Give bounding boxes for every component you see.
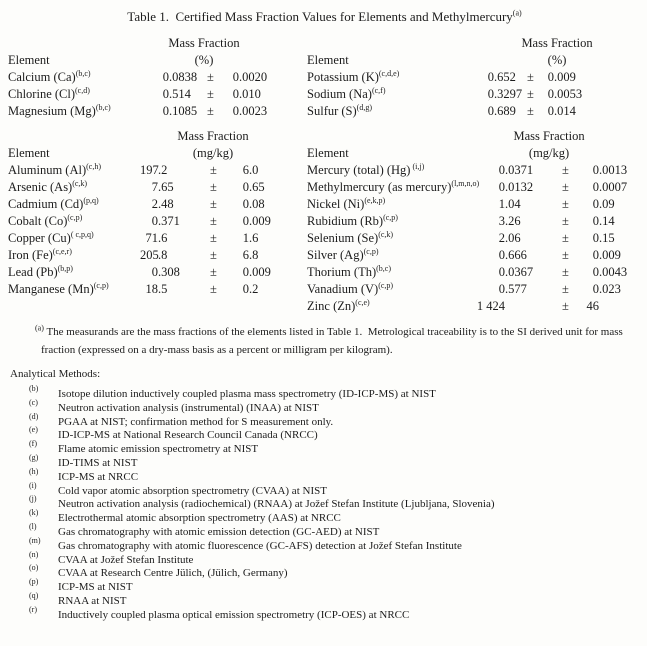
plus-minus-sign: ± bbox=[210, 248, 217, 262]
method-refs: (b,c) bbox=[75, 68, 91, 78]
element-name: Vanadium (V) bbox=[307, 282, 379, 296]
uncertainty-value: 0.009 bbox=[547, 70, 576, 84]
element-name: Lead (Pb) bbox=[8, 265, 58, 279]
method-refs: (c,e,r) bbox=[52, 246, 72, 256]
uncertainty-value: 0.2 bbox=[242, 282, 259, 296]
method-refs: (c,d) bbox=[75, 85, 90, 95]
element-name: Potassium (K) bbox=[307, 70, 379, 84]
method-text: ID-ICP-MS at National Research Council Canada (NRCC) bbox=[58, 429, 318, 442]
uncertainty-value: 0.009 bbox=[242, 265, 271, 279]
table-row bbox=[8, 230, 292, 247]
mass-fraction-value: 197.2 bbox=[140, 163, 168, 177]
method-text: PGAA at NIST; confirmation method for S measurement only. bbox=[58, 415, 334, 428]
mass-fraction-value: 0.0367 bbox=[498, 265, 534, 279]
method-item: (n) CVAA at Jožef Stefan Institute bbox=[29, 549, 194, 566]
table-row bbox=[8, 213, 292, 230]
mass-fraction-value: 0.0132 bbox=[498, 180, 534, 194]
method-refs: (b,p) bbox=[57, 263, 73, 273]
method-text: Electrothermal atomic absorption spectrometry (AAS) at NRCC bbox=[58, 512, 341, 525]
method-text: Cold vapor atomic absorption spectrometry (CVAA) at NIST bbox=[58, 484, 327, 497]
table-row bbox=[8, 103, 292, 120]
table-row bbox=[307, 264, 635, 281]
plus-minus-sign: ± bbox=[562, 163, 569, 177]
mass-fraction-value: 0.308 bbox=[151, 265, 180, 279]
method-item: (k) Electrothermal atomic absorption spectrometry (AAS) at NRCC bbox=[29, 508, 341, 525]
element-header: Element bbox=[8, 146, 50, 160]
plus-minus-sign: ± bbox=[210, 180, 217, 194]
footnote-a-marker: (a) bbox=[35, 323, 44, 333]
method-refs: (c,e) bbox=[355, 297, 370, 307]
uncertainty-value: 0.65 bbox=[242, 180, 265, 194]
uncertainty-value: 0.08 bbox=[242, 197, 265, 211]
percent-table-left bbox=[8, 35, 292, 120]
element-name: Copper (Cu) bbox=[8, 231, 71, 245]
uncertainty-value: 0.0013 bbox=[592, 163, 628, 177]
uncertainty-value: 0.010 bbox=[232, 87, 261, 101]
table-row bbox=[307, 69, 635, 86]
mass-fraction-value: 205.8 bbox=[140, 248, 168, 262]
table-row bbox=[8, 179, 292, 196]
mass-fraction-value: 0.652 bbox=[487, 70, 516, 84]
method-text: Isotope dilution inductively coupled plasma mass spectrometry (ID-ICP-MS) at NIST bbox=[58, 388, 436, 400]
mass-fraction-value: 18.5 bbox=[145, 282, 168, 296]
table-row bbox=[307, 179, 635, 196]
table-row bbox=[307, 162, 635, 179]
method-text: Neutron activation analysis (instrumental) (INAA) at NIST bbox=[58, 401, 319, 414]
method-refs: (c,p) bbox=[67, 212, 83, 222]
mass-fraction-value: 0.0838 bbox=[162, 70, 198, 84]
element-name: Aluminum (Al) bbox=[8, 163, 87, 177]
plus-minus-sign: ± bbox=[527, 70, 534, 84]
unit-header-mgkg: (mg/kg) bbox=[528, 146, 570, 160]
table-row bbox=[307, 196, 635, 213]
mass-fraction-value: 0.1085 bbox=[162, 104, 198, 118]
method-refs: (e,k,p) bbox=[364, 195, 386, 205]
plus-minus-sign: ± bbox=[562, 197, 569, 211]
table-row bbox=[307, 247, 635, 264]
method-text: Flame atomic emission spectrometry at NIST bbox=[58, 443, 259, 456]
percent-section bbox=[8, 35, 641, 120]
element-name: Methylmercury (as mercury) bbox=[307, 180, 452, 194]
method-text: Gas chromatography with atomic fluorescence (GC-AFS) detection at Jožef Stefan Institute bbox=[58, 539, 462, 552]
element-name: Thorium (Th) bbox=[307, 265, 377, 279]
plus-minus-sign: ± bbox=[562, 282, 569, 296]
element-name: Mercury (total) (Hg) bbox=[307, 163, 411, 177]
table-row bbox=[8, 86, 292, 103]
plus-minus-sign: ± bbox=[562, 180, 569, 194]
uncertainty-value: 0.09 bbox=[592, 197, 615, 211]
table-title bbox=[8, 9, 641, 25]
element-header: Element bbox=[307, 146, 349, 160]
method-text: RNAA at NIST bbox=[58, 594, 127, 607]
method-refs: (c,k) bbox=[378, 229, 394, 239]
footnote-a bbox=[8, 324, 641, 359]
table-row bbox=[307, 213, 635, 230]
element-name: Selenium (Se) bbox=[307, 231, 379, 245]
method-text: CVAA at Research Centre Jülich, (Jülich, Germany) bbox=[58, 567, 288, 580]
mass-fraction-value: 0.577 bbox=[498, 282, 527, 296]
method-refs: (c,p) bbox=[383, 212, 398, 222]
plus-minus-sign: ± bbox=[562, 265, 569, 279]
mass-fraction-value: 0.371 bbox=[151, 214, 180, 228]
plus-minus-sign: ± bbox=[207, 104, 214, 118]
method-item: (b) Isotope dilution inductively coupled plasma mass spectrometry (ID-ICP-MS) at NIST bbox=[29, 384, 436, 400]
method-refs: (i,j) bbox=[410, 161, 425, 171]
method-text: Gas chromatography with atomic emission detection (GC-AED) at NIST bbox=[58, 525, 380, 538]
mgkg-table-right bbox=[307, 128, 635, 315]
unit-header-percent: (%) bbox=[194, 53, 214, 67]
element-name: Manganese (Mn) bbox=[8, 282, 94, 296]
uncertainty-value: 0.0053 bbox=[547, 87, 583, 101]
element-name: Cobalt (Co) bbox=[8, 214, 68, 228]
table-row bbox=[8, 247, 292, 264]
element-name: Zinc (Zn) bbox=[307, 299, 356, 313]
table-row bbox=[8, 196, 292, 213]
plus-minus-sign: ± bbox=[562, 214, 569, 228]
uncertainty-value: 6.8 bbox=[242, 248, 259, 262]
element-name: Rubidium (Rb) bbox=[307, 214, 384, 228]
method-text: Inductively coupled plasma optical emission spectrometry (ICP-OES) at NRCC bbox=[58, 608, 410, 621]
method-item: (i) Cold vapor atomic absorption spectrometry (CVAA) at NIST bbox=[29, 480, 327, 497]
method-refs: (c,f) bbox=[371, 85, 386, 95]
mass-fraction-value: 7.65 bbox=[151, 180, 174, 194]
uncertainty-value: 46 bbox=[586, 299, 600, 313]
table-title-footnote-ref: (a) bbox=[512, 8, 522, 18]
uncertainty-value: 0.15 bbox=[592, 231, 615, 245]
plus-minus-sign: ± bbox=[210, 163, 217, 177]
method-item: (o) CVAA at Research Centre Jülich, (Jülich, Germany) bbox=[29, 563, 288, 580]
element-header: Element bbox=[307, 53, 349, 67]
uncertainty-value: 0.0020 bbox=[232, 70, 268, 84]
table-row bbox=[8, 281, 292, 298]
method-text: Neutron activation analysis (radiochemical) (RNAA) at Jožef Stefan Institute (Ljubljana, Slovenia) bbox=[58, 498, 495, 511]
mgkg-table-left bbox=[8, 128, 292, 298]
table-row bbox=[8, 69, 292, 86]
method-item: (m) Gas chromatography with atomic fluorescence (GC-AFS) detection at Jožef Stefan Institute bbox=[29, 535, 462, 552]
mass-fraction-value: 1.04 bbox=[498, 197, 521, 211]
mass-fraction-value: 2.48 bbox=[151, 197, 174, 211]
uncertainty-value: 0.14 bbox=[592, 214, 615, 228]
plus-minus-sign: ± bbox=[562, 231, 569, 245]
method-text: ICP-MS at NRCC bbox=[58, 470, 139, 483]
plus-minus-sign: ± bbox=[562, 248, 569, 262]
plus-minus-sign: ± bbox=[210, 265, 217, 279]
uncertainty-value: 6.0 bbox=[242, 163, 259, 177]
element-name: Sodium (Na) bbox=[307, 87, 372, 101]
element-name: Iron (Fe) bbox=[8, 248, 53, 262]
element-name: Calcium (Ca) bbox=[8, 70, 76, 84]
method-text: ID-TIMS at NIST bbox=[58, 456, 138, 469]
plus-minus-sign: ± bbox=[210, 231, 217, 245]
table-row bbox=[8, 264, 292, 281]
unit-header-mgkg: (mg/kg) bbox=[192, 146, 234, 160]
plus-minus-sign: ± bbox=[207, 70, 214, 84]
methods-heading: Analytical Methods: bbox=[10, 368, 101, 380]
method-item: (f) Flame atomic emission spectrometry at NIST bbox=[29, 439, 259, 456]
mass-fraction-header: Mass Fraction bbox=[177, 129, 249, 143]
method-item: (h) ICP-MS at NRCC bbox=[29, 466, 139, 483]
method-refs: (c,k) bbox=[72, 178, 88, 188]
mass-fraction-value: 0.666 bbox=[498, 248, 527, 262]
mass-fraction-header: Mass Fraction bbox=[168, 36, 240, 50]
table-row bbox=[8, 162, 292, 179]
table-row bbox=[307, 86, 635, 103]
plus-minus-sign: ± bbox=[562, 299, 569, 313]
table-title-text: Table 1. Certified Mass Fraction Values for Elements and Methylmercury bbox=[127, 9, 513, 24]
element-name: Cadmium (Cd) bbox=[8, 197, 84, 211]
percent-table-right bbox=[307, 35, 635, 120]
table-row bbox=[307, 230, 635, 247]
uncertainty-value: 0.0023 bbox=[232, 104, 268, 118]
method-item: (g) ID-TIMS at NIST bbox=[29, 452, 138, 469]
uncertainty-value: 0.014 bbox=[547, 104, 576, 118]
table-row bbox=[307, 103, 635, 120]
method-refs: (c,p) bbox=[378, 280, 394, 290]
element-name: Chlorine (Cl) bbox=[8, 87, 76, 101]
mass-fraction-value: 0.514 bbox=[162, 87, 191, 101]
method-item: (r) Inductively coupled plasma optical emission spectrometry (ICP-OES) at NRCC bbox=[29, 604, 410, 621]
uncertainty-value: 0.009 bbox=[592, 248, 621, 262]
method-item: (c) Neutron activation analysis (instrumental) (INAA) at NIST bbox=[29, 397, 319, 414]
mgkg-section bbox=[8, 128, 641, 315]
element-name: Arsenic (As) bbox=[8, 180, 73, 194]
plus-minus-sign: ± bbox=[527, 104, 534, 118]
plus-minus-sign: ± bbox=[210, 282, 217, 296]
plus-minus-sign: ± bbox=[527, 87, 534, 101]
method-refs: (l,m,n,o) bbox=[451, 178, 480, 188]
method-item: (d) PGAA at NIST; confirmation method for S measurement only. bbox=[29, 411, 334, 428]
unit-header-percent: (%) bbox=[547, 53, 567, 67]
uncertainty-value: 0.023 bbox=[592, 282, 621, 296]
element-header: Element bbox=[8, 53, 50, 67]
mass-fraction-value: 0.0371 bbox=[498, 163, 534, 177]
method-refs: ( c,p,q) bbox=[70, 229, 94, 239]
method-refs: (c,d,e) bbox=[378, 68, 400, 78]
mass-fraction-value: 1 424 bbox=[476, 299, 506, 313]
element-name: Sulfur (S) bbox=[307, 104, 357, 118]
method-refs: (c,h) bbox=[86, 161, 102, 171]
methods-list bbox=[8, 384, 641, 623]
footnote-a-text: The measurands are the mass fractions of the elements listed in Table 1. Metrological traceability is to the SI derived unit for mass fraction (expressed on a dry-mass basis as a percent or milligram per kilogram). bbox=[41, 326, 626, 356]
mass-fraction-value: 0.3297 bbox=[487, 87, 523, 101]
plus-minus-sign: ± bbox=[210, 214, 217, 228]
table-row bbox=[307, 281, 635, 298]
method-item: (p) ICP-MS at NIST bbox=[29, 577, 133, 594]
method-refs: (c,p) bbox=[93, 280, 109, 290]
plus-minus-sign: ± bbox=[210, 197, 217, 211]
element-name: Silver (Ag) bbox=[307, 248, 364, 262]
method-refs: (c,p) bbox=[363, 246, 379, 256]
method-refs: (p,q) bbox=[83, 195, 99, 205]
mass-fraction-value: 2.06 bbox=[498, 231, 521, 245]
plus-minus-sign: ± bbox=[207, 87, 214, 101]
method-refs: (d,g) bbox=[356, 102, 372, 112]
element-name: Magnesium (Mg) bbox=[8, 104, 96, 118]
mass-fraction-header: Mass Fraction bbox=[513, 129, 585, 143]
method-item: (q) RNAA at NIST bbox=[29, 590, 127, 607]
table-row bbox=[307, 298, 635, 315]
uncertainty-value: 1.6 bbox=[242, 231, 259, 245]
method-item: (j) Neutron activation analysis (radiochemical) (RNAA) at Jožef Stefan Institute (Ljubljana, Slovenia) bbox=[29, 494, 495, 511]
uncertainty-value: 0.0007 bbox=[592, 180, 628, 194]
mass-fraction-value: 0.689 bbox=[487, 104, 516, 118]
mass-fraction-value: 3.26 bbox=[498, 214, 521, 228]
method-item: (l) Gas chromatography with atomic emission detection (GC-AED) at NIST bbox=[29, 521, 380, 538]
uncertainty-value: 0.0043 bbox=[592, 265, 628, 279]
method-refs: (b,c) bbox=[376, 263, 392, 273]
method-text: ICP-MS at NIST bbox=[58, 581, 133, 594]
mass-fraction-header: Mass Fraction bbox=[521, 36, 593, 50]
mass-fraction-value: 71.6 bbox=[145, 231, 168, 245]
method-text: CVAA at Jožef Stefan Institute bbox=[58, 553, 194, 566]
uncertainty-value: 0.009 bbox=[242, 214, 271, 228]
method-refs: (b,c) bbox=[95, 102, 111, 112]
method-item: (e) ID-ICP-MS at National Research Council Canada (NRCC) bbox=[29, 425, 318, 442]
element-name: Nickel (Ni) bbox=[307, 197, 365, 211]
